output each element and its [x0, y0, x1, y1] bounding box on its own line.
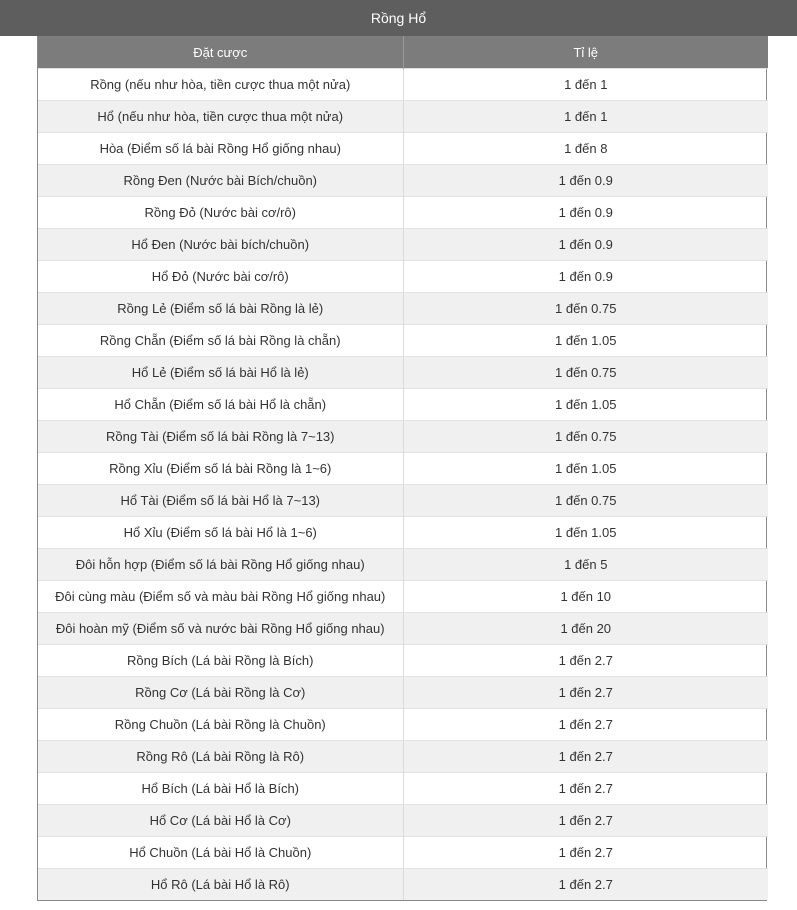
table-row — [38, 229, 768, 261]
bet-type-cell: Rồng Chẵn (Điểm số lá bài Rồng là chẵn) — [38, 325, 403, 357]
bet-type-cell: Rồng Tài (Điểm số lá bài Rồng là 7~13) — [38, 421, 403, 453]
ratio-cell: 1 đến 5 — [403, 549, 768, 581]
table-row — [38, 101, 768, 133]
ratio-cell: 1 đến 0.9 — [403, 197, 768, 229]
table-row — [38, 261, 768, 293]
table-row — [38, 389, 768, 421]
bet-type-cell: Rồng (nếu như hòa, tiền cược thua một nửa) — [38, 69, 403, 101]
ratio-cell: 1 đến 2.7 — [403, 677, 768, 709]
ratio-cell: 1 đến 1.05 — [403, 517, 768, 549]
ratio-cell: 1 đến 1.05 — [403, 389, 768, 421]
table-row — [38, 293, 768, 325]
table-row — [38, 165, 768, 197]
ratio-cell: 1 đến 1.05 — [403, 325, 768, 357]
ratio-cell: 1 đến 2.7 — [403, 741, 768, 773]
table-row — [38, 869, 768, 901]
table-row — [38, 549, 768, 581]
table-row — [38, 197, 768, 229]
page-title-bar — [0, 0, 797, 36]
bet-type-cell: Hổ Chẵn (Điểm số lá bài Hổ là chẵn) — [38, 389, 403, 421]
bet-type-cell: Đôi cùng màu (Điểm số và màu bài Rồng Hổ giống nhau) — [38, 581, 403, 613]
table-row — [38, 581, 768, 613]
table-row — [38, 773, 768, 805]
ratio-cell: 1 đến 0.75 — [403, 421, 768, 453]
table-row — [38, 613, 768, 645]
ratio-cell: 1 đến 2.7 — [403, 805, 768, 837]
table-row — [38, 709, 768, 741]
ratio-cell: 1 đến 1 — [403, 101, 768, 133]
table-row — [38, 453, 768, 485]
ratio-cell: 1 đến 0.9 — [403, 165, 768, 197]
bet-type-cell: Hổ Rô (Lá bài Hổ là Rô) — [38, 869, 403, 901]
bet-type-cell: Đôi hoàn mỹ (Điểm số và nước bài Rồng Hổ giống nhau) — [38, 613, 403, 645]
column-header-ratio: Tỉ lệ — [403, 36, 768, 69]
bet-type-cell: Hổ Đen (Nước bài bích/chuồn) — [38, 229, 403, 261]
ratio-cell: 1 đến 0.9 — [403, 229, 768, 261]
ratio-cell: 1 đến 0.75 — [403, 485, 768, 517]
ratio-cell: 1 đến 0.75 — [403, 357, 768, 389]
bet-type-cell: Rồng Rô (Lá bài Rồng là Rô) — [38, 741, 403, 773]
bet-type-cell: Hổ Bích (Lá bài Hổ là Bích) — [38, 773, 403, 805]
ratio-cell: 1 đến 0.9 — [403, 261, 768, 293]
odds-table-container — [37, 36, 767, 901]
ratio-cell: 1 đến 2.7 — [403, 837, 768, 869]
ratio-cell: 1 đến 20 — [403, 613, 768, 645]
odds-table — [38, 36, 768, 900]
bet-type-cell: Rồng Cơ (Lá bài Rồng là Cơ) — [38, 677, 403, 709]
bet-type-cell: Rồng Đen (Nước bài Bích/chuồn) — [38, 165, 403, 197]
bet-type-cell: Đôi hỗn hợp (Điểm số lá bài Rồng Hổ giống nhau) — [38, 549, 403, 581]
table-row — [38, 805, 768, 837]
bet-type-cell: Hổ Đỏ (Nước bài cơ/rô) — [38, 261, 403, 293]
bet-type-cell: Rồng Chuồn (Lá bài Rồng là Chuồn) — [38, 709, 403, 741]
ratio-cell: 1 đến 0.75 — [403, 293, 768, 325]
table-row — [38, 517, 768, 549]
table-row — [38, 357, 768, 389]
ratio-cell: 1 đến 2.7 — [403, 645, 768, 677]
table-row — [38, 677, 768, 709]
bet-type-cell: Hổ Lẻ (Điểm số lá bài Hổ là lẻ) — [38, 357, 403, 389]
column-header-bet: Đặt cược — [38, 36, 403, 69]
bet-type-cell: Rồng Bích (Lá bài Rồng là Bích) — [38, 645, 403, 677]
ratio-cell: 1 đến 1.05 — [403, 453, 768, 485]
bet-type-cell: Rồng Lẻ (Điểm số lá bài Rồng là lẻ) — [38, 293, 403, 325]
bet-type-cell: Hòa (Điểm số lá bài Rồng Hổ giống nhau) — [38, 133, 403, 165]
table-header-row — [38, 36, 768, 69]
ratio-cell: 1 đến 2.7 — [403, 773, 768, 805]
table-row — [38, 421, 768, 453]
ratio-cell: 1 đến 1 — [403, 69, 768, 101]
table-row — [38, 837, 768, 869]
ratio-cell: 1 đến 2.7 — [403, 709, 768, 741]
table-row — [38, 325, 768, 357]
page-title: Rồng Hổ — [370, 10, 427, 26]
ratio-cell: 1 đến 8 — [403, 133, 768, 165]
table-row — [38, 485, 768, 517]
bet-type-cell: Rồng Đỏ (Nước bài cơ/rô) — [38, 197, 403, 229]
bet-type-cell: Rồng Xỉu (Điểm số lá bài Rồng là 1~6) — [38, 453, 403, 485]
ratio-cell: 1 đến 2.7 — [403, 869, 768, 901]
table-row — [38, 741, 768, 773]
table-row — [38, 645, 768, 677]
bet-type-cell: Hổ Cơ (Lá bài Hổ là Cơ) — [38, 805, 403, 837]
table-row — [38, 133, 768, 165]
table-row — [38, 69, 768, 101]
bet-type-cell: Hổ Tài (Điểm số lá bài Hổ là 7~13) — [38, 485, 403, 517]
ratio-cell: 1 đến 10 — [403, 581, 768, 613]
bet-type-cell: Hổ Xỉu (Điểm số lá bài Hổ là 1~6) — [38, 517, 403, 549]
bet-type-cell: Hổ (nếu như hòa, tiền cược thua một nửa) — [38, 101, 403, 133]
bet-type-cell: Hổ Chuồn (Lá bài Hổ là Chuồn) — [38, 837, 403, 869]
